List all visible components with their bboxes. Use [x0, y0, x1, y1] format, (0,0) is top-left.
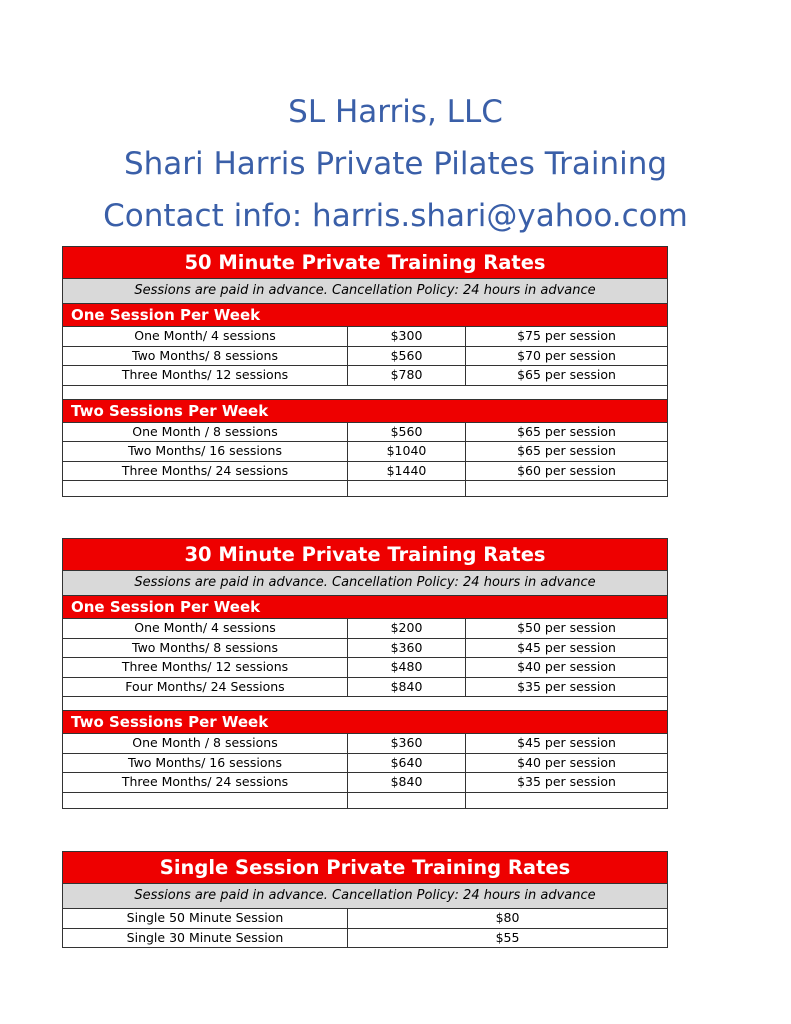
company-name: SL Harris, LLC: [288, 94, 503, 130]
table-row: [63, 461, 668, 481]
price-cell: $840: [348, 677, 466, 697]
price-cell: $560: [348, 346, 466, 366]
price-cell: $80: [348, 909, 668, 929]
table-row: [63, 677, 668, 697]
section-heading: Two Sessions Per Week: [63, 711, 668, 734]
blank-cell: [348, 481, 466, 497]
table-title: Single Session Private Training Rates: [63, 852, 668, 884]
blank-cell: [63, 481, 348, 497]
table-row: [63, 619, 668, 639]
rate-cell: $65 per session: [466, 442, 668, 462]
price-cell: $55: [348, 928, 668, 948]
rate-cell: $65 per session: [466, 366, 668, 386]
plan-cell: Three Months/ 24 sessions: [63, 773, 348, 793]
table-row: [63, 753, 668, 773]
table-row: [63, 773, 668, 793]
table-row: [63, 909, 668, 929]
rates-table-50-minute: [62, 246, 668, 497]
rate-cell: $65 per session: [466, 422, 668, 442]
rate-cell: $75 per session: [466, 327, 668, 347]
table-row: [63, 928, 668, 948]
rate-cell: $60 per session: [466, 461, 668, 481]
section-heading: One Session Per Week: [63, 596, 668, 619]
price-cell: $300: [348, 327, 466, 347]
table-row: [63, 638, 668, 658]
rates-table-30-minute: [62, 538, 668, 809]
page-header: [0, 86, 791, 242]
plan-cell: Two Months/ 8 sessions: [63, 638, 348, 658]
blank-cell: [466, 792, 668, 808]
table-row: [63, 346, 668, 366]
rate-cell: $40 per session: [466, 753, 668, 773]
price-cell: $1040: [348, 442, 466, 462]
table-row: [63, 734, 668, 754]
price-cell: $640: [348, 753, 466, 773]
price-cell: $480: [348, 658, 466, 678]
plan-cell: Three Months/ 24 sessions: [63, 461, 348, 481]
rate-cell: $45 per session: [466, 638, 668, 658]
table-row: [63, 442, 668, 462]
plan-cell: Three Months/ 12 sessions: [63, 366, 348, 386]
policy-note: Sessions are paid in advance. Cancellation Policy: 24 hours in advance: [63, 279, 668, 304]
rate-cell: $50 per session: [466, 619, 668, 639]
spacer-row: [63, 697, 668, 711]
spacer-row: [63, 385, 668, 399]
rate-cell: $35 per session: [466, 773, 668, 793]
plan-cell: One Month/ 4 sessions: [63, 327, 348, 347]
section-heading: One Session Per Week: [63, 304, 668, 327]
table-row: [63, 658, 668, 678]
contact-info: Contact info: harris.shari@yahoo.com: [103, 198, 688, 234]
rate-cell: $45 per session: [466, 734, 668, 754]
blank-cell: [63, 792, 348, 808]
blank-cell: [466, 481, 668, 497]
blank-row: [63, 481, 668, 497]
plan-cell: Three Months/ 12 sessions: [63, 658, 348, 678]
plan-cell: Two Months/ 16 sessions: [63, 753, 348, 773]
price-cell: $840: [348, 773, 466, 793]
price-cell: $360: [348, 734, 466, 754]
rate-cell: $40 per session: [466, 658, 668, 678]
plan-cell: One Month / 8 sessions: [63, 422, 348, 442]
price-cell: $560: [348, 422, 466, 442]
rate-cell: $70 per session: [466, 346, 668, 366]
plan-cell: One Month / 8 sessions: [63, 734, 348, 754]
plan-cell: One Month/ 4 sessions: [63, 619, 348, 639]
policy-note: Sessions are paid in advance. Cancellation Policy: 24 hours in advance: [63, 884, 668, 909]
business-name: Shari Harris Private Pilates Training: [123, 146, 668, 182]
plan-cell: Single 50 Minute Session: [63, 909, 348, 929]
section-heading: Two Sessions Per Week: [63, 399, 668, 422]
table-row: [63, 366, 668, 386]
price-cell: $200: [348, 619, 466, 639]
plan-cell: Two Months/ 16 sessions: [63, 442, 348, 462]
price-cell: $360: [348, 638, 466, 658]
policy-note: Sessions are paid in advance. Cancellation Policy: 24 hours in advance: [63, 571, 668, 596]
plan-cell: Four Months/ 24 Sessions: [63, 677, 348, 697]
rate-cell: $35 per session: [466, 677, 668, 697]
plan-cell: Single 30 Minute Session: [63, 928, 348, 948]
price-cell: $1440: [348, 461, 466, 481]
blank-row: [63, 792, 668, 808]
price-cell: $780: [348, 366, 466, 386]
table-row: [63, 422, 668, 442]
table-row: [63, 327, 668, 347]
blank-cell: [348, 792, 466, 808]
rates-table-single-session: [62, 851, 668, 948]
plan-cell: Two Months/ 8 sessions: [63, 346, 348, 366]
table-title: 50 Minute Private Training Rates: [63, 247, 668, 279]
table-title: 30 Minute Private Training Rates: [63, 539, 668, 571]
